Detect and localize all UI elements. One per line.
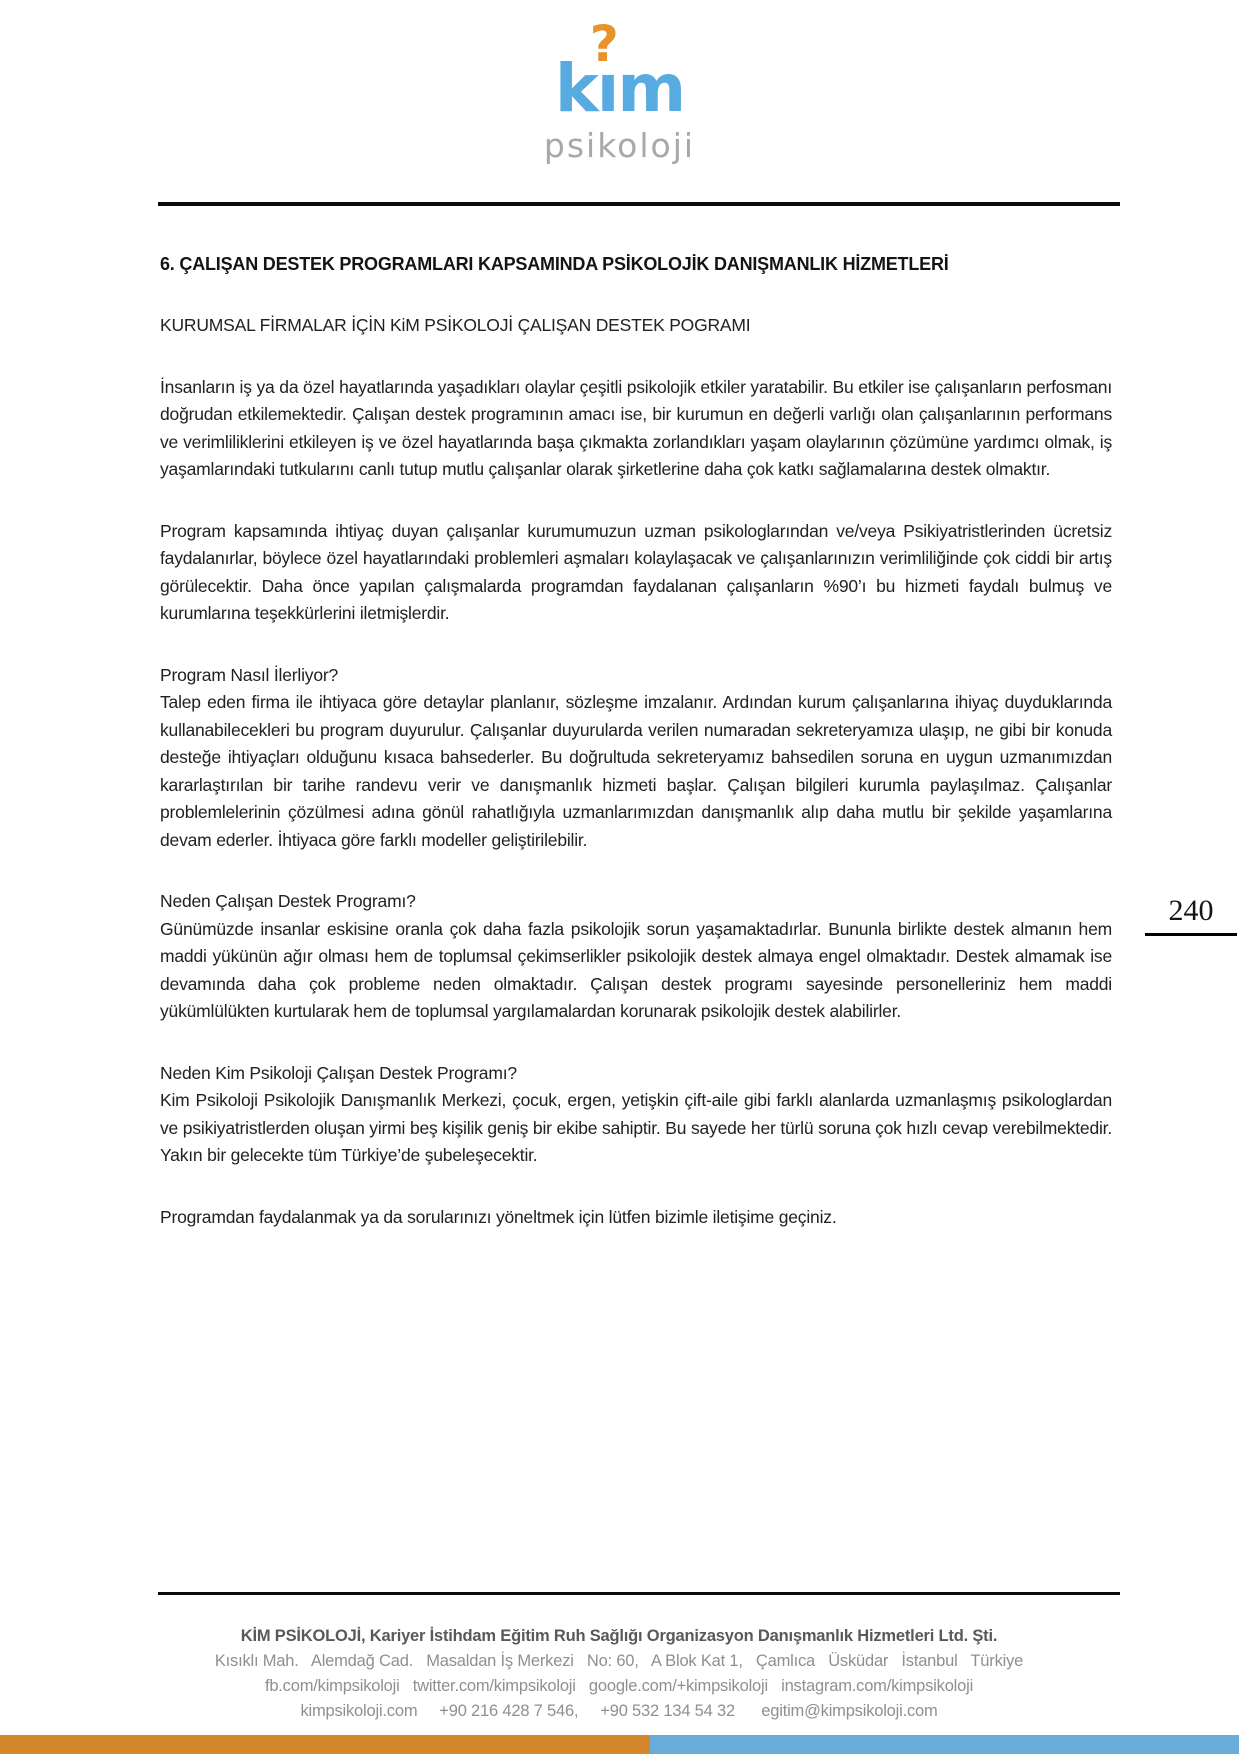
page-number-block [1145, 894, 1237, 936]
kim-psikoloji-logo [0, 15, 1239, 165]
logo-question-mark-icon: ? [589, 15, 619, 73]
footer-company-name: KİM PSİKOLOJİ, Kariyer İstihdam Eğitim Ruh Sağlığı Organizasyon Danışmanlık Hizmetleri Ltd. Şti. [240, 1627, 998, 1645]
logo-i-stem: ı [596, 50, 618, 127]
section-why-program [160, 888, 1112, 1026]
section-how-it-works [160, 662, 1112, 855]
logo-subtitle: psikoloji [543, 126, 696, 165]
logo-letter-k: k [554, 50, 597, 127]
footer-social-links: fb.com/kimpsikoloji twitter.com/kimpsikoloji google.com/+kimpsikoloji instagram.com/kimpsikoloji [264, 1677, 974, 1695]
chapter-heading: 6. ÇALIŞAN DESTEK PROGRAMLARI KAPSAMINDA PSİKOLOJİK DANIŞMANLIK HİZMETLERİ [160, 254, 949, 274]
bottom-bar-orange-segment [0, 1735, 650, 1754]
closing-line: Programdan faydalanmak ya da sorularınızı yöneltmek için lütfen bizimle iletişime geçiniz. [160, 1206, 837, 1227]
section-body: Kim Psikoloji Psikolojik Danışmanlık Merkezi, çocuk, ergen, yetişkin çift-aile gibi farklı alanlarda uzmanlaşmış psikologlardan ve psikiyatristlerden oluşan yirmi beş kişilik geniş bir ekibe sahiptir. Bu sayede her türlü soruna çok hızlı cevap verebilmektedir. Yakın bir gelecekte tüm Türkiye’de şubeleşecektir. [160, 1090, 1112, 1165]
document-body [160, 252, 1112, 1231]
page-number: 240 [1168, 894, 1214, 927]
section-body: Talep eden firma ile ihtiyaca göre detaylar planlanır, sözleşme imzalanır. Ardından kurum çalışanlarına ihiyaç duyduklarında kullanabilecekleri bu program duyurulur. Çalışanlar duyurularda verilen numaradan sekreteryamıza ulaşıp, ne gibi bir konuda desteğe ihtiyaçları olduğunu kısaca bahsederler. Bu doğrultuda sekreteryamız bahsedilen soruna en uygun uzmanımızdan kararlaştırılan bir tarihe randevu verir ve danışmanlık hizmeti başlar. Çalışan bilgileri kurumla paylaşılmaz. Çalışanlar problemlelerinin çözülmesi adına gönül rahatlığıyla uzmanlarımızdan danışmanlık alıp daha mutlu bir şekilde yaşamlarına devam ederler. İhtiyaca göre farklı modeller geliştirilebilir. [160, 692, 1112, 850]
logo-wordmark [554, 15, 685, 127]
section-body: Günümüzde insanlar eskisine oranla çok daha fazla psikolojik sorun yaşamaktadırlar. Bununla birlikte destek almanın hem maddi yükünün ağır olması hem de toplumsal çekimserlikler psikolojik destek almaya engel olmaktadır. Destek almamak ise devamında daha çok probleme neden olmaktadır. Çalışan destek programı sayesinde personelleriniz hem maddi yükümlülükten kurtularak hem de toplumsal yargılamalardan korunarak psikolojik destek alabilirler. [160, 918, 1112, 1021]
section-heading: Neden Kim Psikoloji Çalışan Destek Programı? [160, 1062, 517, 1083]
section-heading: Neden Çalışan Destek Programı? [160, 891, 416, 911]
footer-address: Kısıklı Mah. Alemdağ Cad. Masaldan İş Merkezi No: 60, A Blok Kat 1, Çamlıca Üsküdar İstanbul Türkiye [214, 1652, 1024, 1670]
footer-contact-info: kimpsikoloji.com +90 216 428 7 546, +90 532 134 54 32 egitim@kimpsikoloji.com [300, 1702, 938, 1720]
header-divider [158, 202, 1120, 206]
logo-letter-i [589, 15, 619, 127]
document-subheading: KURUMSAL FİRMALAR İÇİN KiM PSİKOLOJİ ÇALIŞAN DESTEK POGRAMI [160, 315, 751, 335]
page-number-underline [1145, 933, 1237, 936]
footer-divider [158, 1592, 1120, 1595]
paragraph-program-scope: Program kapsamında ihtiyaç duyan çalışanlar kurumumuzun uzman psikologlarından ve/veya Psikiyatristlerinden ücretsiz faydalanırlar, böylece özel hayatlarındaki problemleri aşmaları kolaylaşacak ve çalışanlarınızın verimliliğinde çok ciddi bir artış görülecektir. Daha önce yapılan çalışmalarda programdan faydalanan çalışanların %90’ı bu hizmeti faydalı bulmuş ve kurumlarına teşekkürlerini iletmişlerdir. [160, 520, 1112, 623]
bottom-bar-blue-segment [650, 1735, 1239, 1754]
section-why-kim-psikoloji [160, 1060, 1112, 1170]
logo-letter-m: m [617, 50, 685, 127]
paragraph-intro: İnsanların iş ya da özel hayatlarında yaşadıkları olaylar çeşitli psikolojik etkiler yaratabilir. Bu etkiler ise çalışanların perfosmanı doğrudan etkilemektedir. Çalışan destek programının amacı ise, bir kurumun en değerli varlığı olan çalışanlarının performans ve verimliliklerini etkileyen iş ve özel hayatlarında başa çıkmakta zorlandıkları yaşam olaylarının çözümüne yardımcı olmak, iş yaşamlarındaki tutkularını canlı tutup mutlu çalışanlar olarak şirketlerine daha çok katkı sağlamalarına destek olmaktır. [160, 376, 1112, 479]
section-heading: Program Nasıl İlerliyor? [160, 664, 339, 685]
footer [124, 1624, 1114, 1724]
bottom-bar [0, 1735, 1239, 1754]
